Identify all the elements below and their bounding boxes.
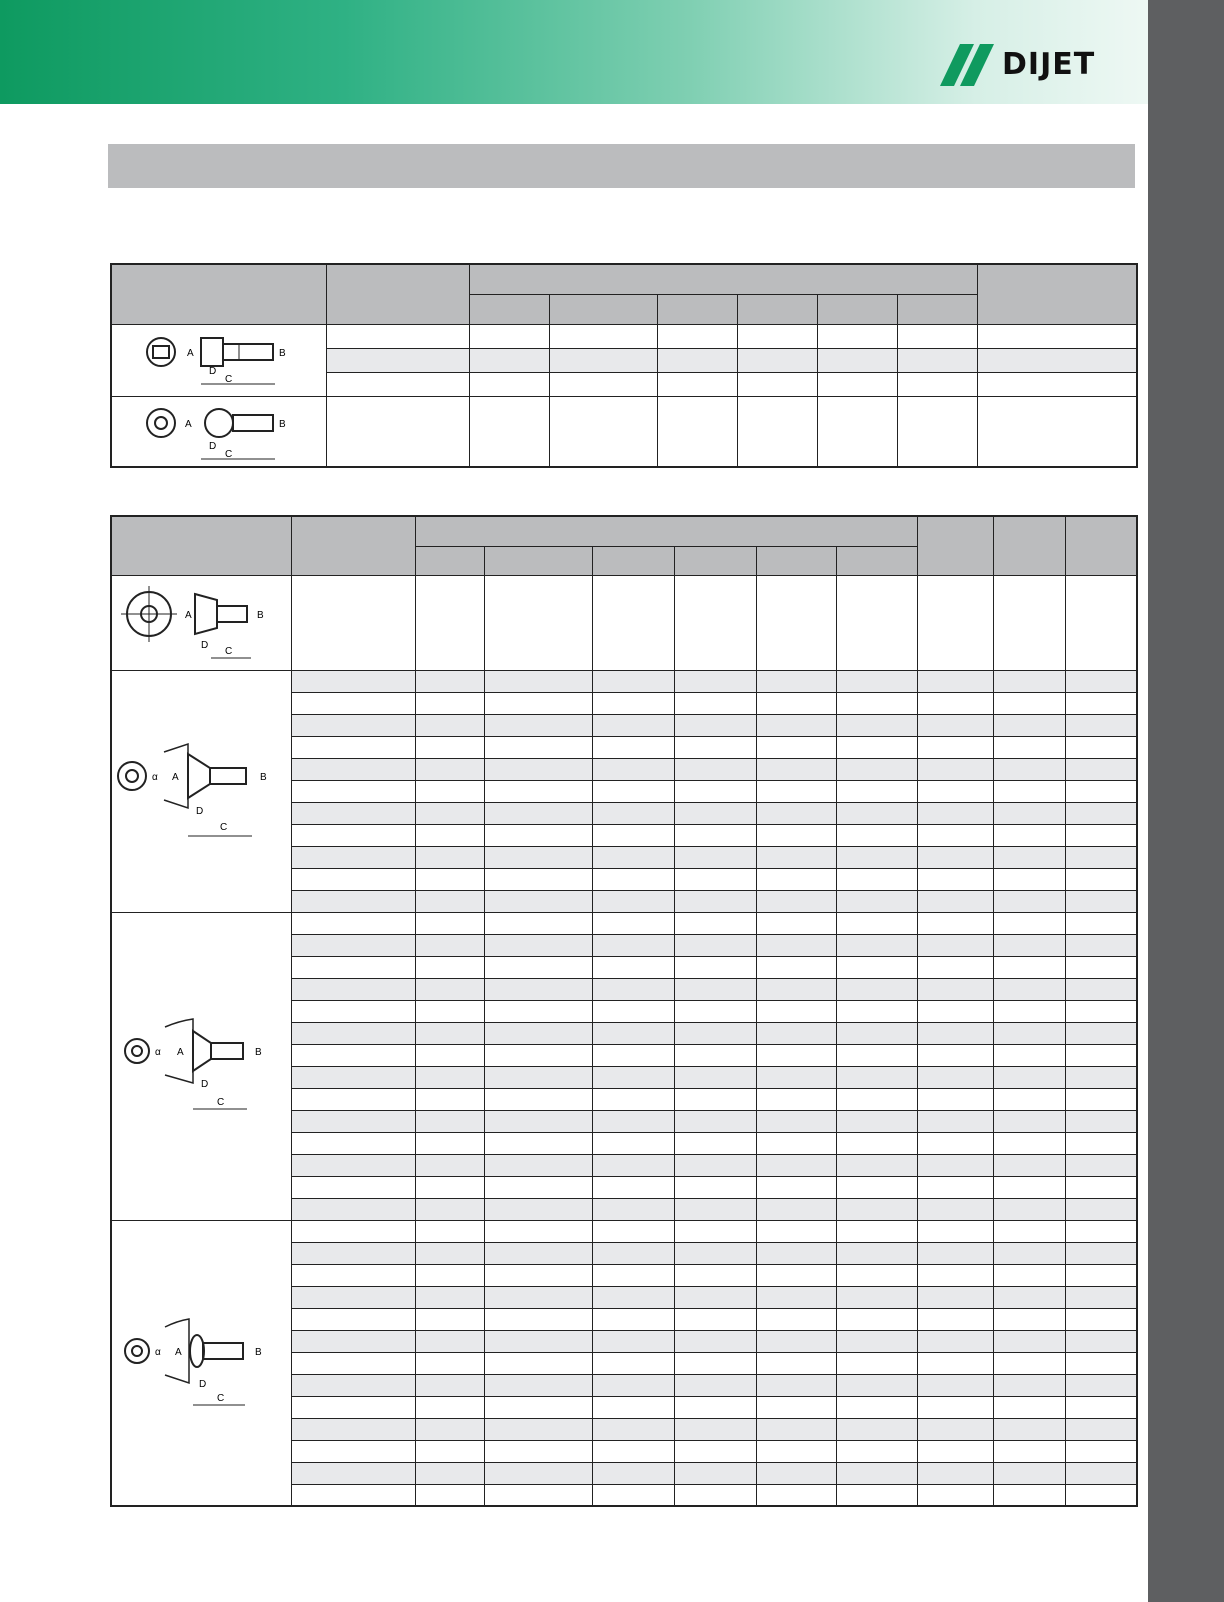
t2-header-extra	[993, 516, 1065, 575]
t2-header-figure	[111, 516, 291, 575]
countersunk-screw-drawing-icon	[116, 740, 286, 840]
table-row	[111, 1220, 1137, 1242]
dim-label: B	[260, 771, 267, 783]
dim-label: A	[185, 610, 192, 621]
countersunk-screw-drawing-icon	[121, 1015, 281, 1115]
dim-label: D	[199, 1379, 207, 1391]
screw-drawing-cell	[111, 396, 326, 467]
dim-label: A	[175, 1347, 182, 1359]
table-row	[111, 396, 1137, 467]
dijet-logo	[940, 40, 1140, 90]
t2-subheader	[415, 546, 484, 575]
t2-subheader	[592, 546, 674, 575]
dim-label: A	[172, 771, 179, 783]
screw-drawing-cell	[111, 912, 291, 1220]
dim-label: α	[155, 1046, 162, 1058]
t2-subheader	[484, 546, 592, 575]
dim-label: D	[208, 440, 216, 452]
screw-drawing-icon	[139, 328, 299, 390]
dim-label: C	[217, 1393, 225, 1405]
dim-label: D	[201, 1078, 209, 1090]
t1-subheader	[469, 294, 549, 324]
t2-header-dimensions	[415, 516, 917, 546]
table-row	[111, 670, 1137, 692]
table-row	[111, 912, 1137, 934]
dim-label: B	[257, 610, 264, 621]
dim-label: B	[278, 347, 286, 359]
dim-label: B	[255, 1046, 262, 1058]
dim-label: C	[224, 448, 232, 460]
t1-header-last	[977, 264, 1137, 324]
table-row	[111, 324, 1137, 348]
t2-header-extra	[1065, 516, 1137, 575]
t1-subheader	[897, 294, 977, 324]
t1-subheader	[549, 294, 657, 324]
spec-table-2	[110, 515, 1138, 1507]
t1-subheader	[737, 294, 817, 324]
side-strip	[1148, 0, 1224, 1602]
screw-drawing-cell	[111, 324, 326, 396]
dim-label: C	[225, 646, 233, 657]
dim-label: A	[177, 1046, 184, 1058]
spec-table-1	[110, 263, 1138, 468]
t1-header-figure	[111, 264, 326, 324]
screw-drawing-cell	[111, 575, 291, 670]
section-title-bar	[108, 144, 1135, 188]
countersunk-screw-drawing-icon	[121, 1311, 281, 1411]
dim-label: C	[224, 373, 232, 385]
dim-label: B	[278, 418, 286, 430]
dim-label: D	[208, 365, 216, 377]
table-row	[111, 575, 1137, 670]
screw-drawing-icon	[139, 397, 299, 463]
screw-drawing-icon	[121, 578, 281, 664]
dim-label: D	[201, 640, 209, 651]
dim-label: B	[255, 1347, 262, 1359]
logo-text: DIJET	[1002, 47, 1096, 82]
dim-label: D	[196, 805, 204, 817]
t2-header-code	[291, 516, 415, 575]
dim-label: α	[152, 771, 159, 783]
dim-label: A	[186, 347, 194, 359]
screw-drawing-cell	[111, 670, 291, 912]
screw-drawing-cell	[111, 1220, 291, 1506]
t2-subheader	[836, 546, 917, 575]
dim-label: C	[217, 1096, 225, 1108]
t1-header-dimensions	[469, 264, 977, 294]
t1-subheader	[817, 294, 897, 324]
t1-header-code	[326, 264, 469, 324]
t2-subheader	[674, 546, 756, 575]
t1-subheader	[657, 294, 737, 324]
t2-subheader	[756, 546, 836, 575]
dim-label: C	[220, 821, 228, 833]
logo-slashes-icon	[940, 40, 1000, 90]
dim-label: A	[184, 418, 192, 430]
t2-header-extra	[917, 516, 993, 575]
dim-label: α	[155, 1347, 162, 1359]
